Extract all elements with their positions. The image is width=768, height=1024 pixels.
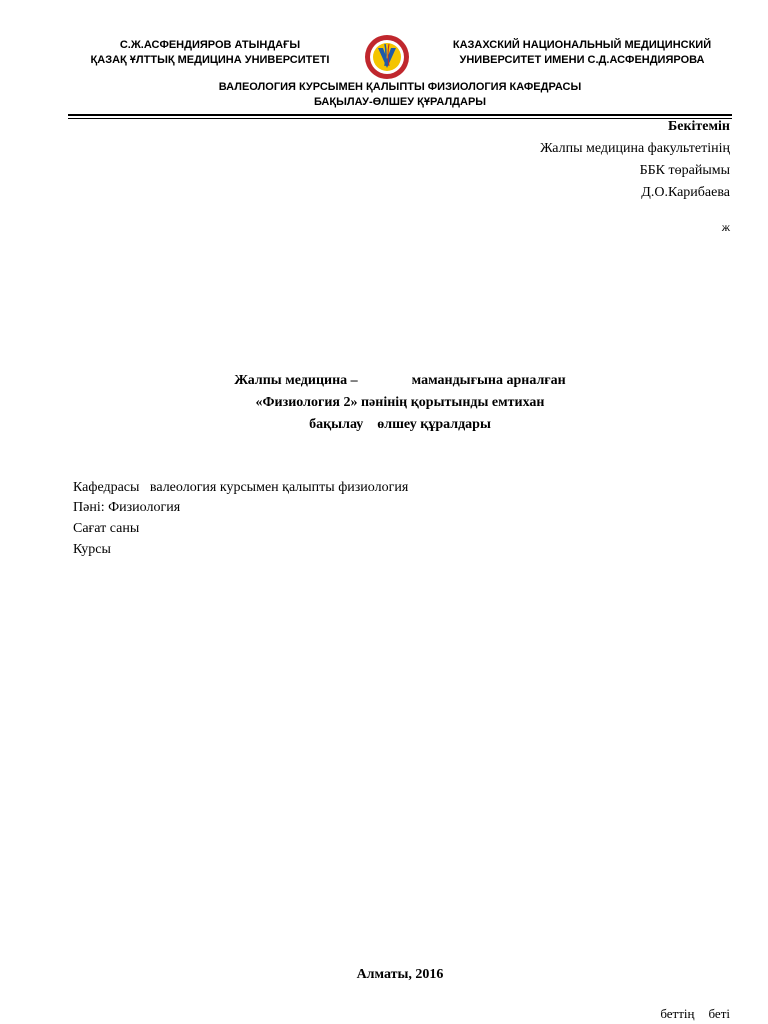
header-left-line2: ҚАЗАҚ ҰЛТТЫҚ МЕДИЦИНА УНИВЕРСИТЕТІ — [90, 54, 330, 66]
approval-date-suffix: ж — [721, 220, 730, 234]
header-right-line1: КАЗАХСКИЙ НАЦИОНАЛЬНЫЙ МЕДИЦИНСКИЙ — [452, 39, 712, 51]
title-tools: өлшеу құралдары — [377, 417, 491, 432]
document-title-line1 — [100, 370, 700, 392]
document-title-line3 — [100, 414, 700, 436]
approval-faculty: Жалпы медицина факультетінің — [540, 141, 730, 156]
department-header — [100, 80, 700, 110]
title-control: бақылау — [309, 417, 364, 432]
document-title-line2: «Физиология 2» пәнінің қорытынды емтихан — [255, 395, 545, 410]
title-specialty: Жалпы медицина – — [234, 373, 358, 388]
info-department: Кафедрасы валеология курсымен қалыпты физиология — [73, 480, 409, 495]
approval-position: ББК төрайымы — [639, 163, 730, 178]
page-label-a: беттің — [660, 1006, 695, 1021]
header-left-org — [60, 38, 360, 68]
department-name: ВАЛЕОЛОГИЯ КУРСЫМЕН ҚАЛЫПТЫ ФИЗИОЛОГИЯ КАФЕДРАСЫ — [218, 81, 582, 93]
info-hours: Сағат саны — [73, 521, 140, 536]
city-year: Алматы, 2016 — [356, 967, 444, 982]
approval-heading: Бекітемін — [667, 119, 730, 134]
page-label-b: беті — [708, 1006, 730, 1021]
approval-person: Д.О.Карибаева — [641, 185, 730, 200]
document-type: БАҚЫЛАУ-ӨЛШЕУ ҚҰРАЛДАРЫ — [313, 96, 487, 108]
info-subject: Пәні: Физиология — [73, 500, 181, 515]
page-number — [654, 990, 730, 1022]
info-course: Курсы — [73, 542, 111, 557]
header-right-line2: УНИВЕРСИТЕТ ИМЕНИ С.Д.АСФЕНДИЯРОВА — [459, 54, 705, 66]
university-emblem-icon — [364, 34, 410, 80]
title-purpose: мамандығына арналған — [411, 373, 566, 388]
header-left-line1: С.Ж.АСФЕНДИЯРОВ АТЫНДАҒЫ — [119, 39, 301, 51]
header-right-org — [422, 38, 742, 68]
